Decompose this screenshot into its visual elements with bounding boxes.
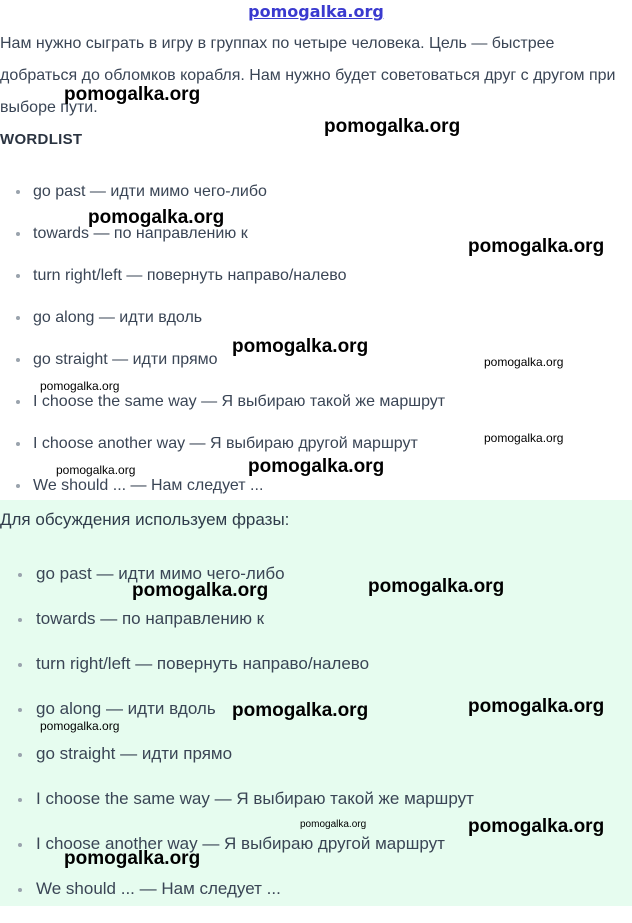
- list-item: go straight — идти прямо: [0, 743, 474, 788]
- discussion-heading: Для обсуждения используем фразы:: [0, 510, 290, 529]
- watermark: pomogalka.org: [468, 816, 605, 837]
- watermark: pomogalka.org: [468, 696, 605, 717]
- watermark: pomogalka.org: [484, 355, 564, 369]
- list-item: I choose the same way — Я выбираю такой же маршрут: [0, 788, 474, 833]
- list-item: turn right/left — повернуть направо/налево: [0, 265, 445, 307]
- list-item: I choose another way — Я выбираю другой маршрут: [0, 433, 445, 475]
- watermark: pomogalka.org: [232, 700, 369, 721]
- watermark: pomogalka.org: [368, 576, 505, 597]
- watermark: pomogalka.org: [232, 336, 369, 357]
- list-item: go along — идти вдоль: [0, 698, 474, 743]
- list-item: towards — по направлению к: [0, 223, 445, 265]
- list-item: go past — идти мимо чего-либо: [0, 563, 474, 608]
- watermark: pomogalka.org: [132, 580, 269, 601]
- list-item: We should ... — Нам следует ...: [0, 475, 445, 517]
- list-item: We should ... — Нам следует ...: [0, 878, 474, 923]
- watermark: pomogalka.org: [468, 236, 605, 257]
- wordlist-heading: WORDLIST: [0, 131, 83, 148]
- watermark: pomogalka.org: [64, 848, 201, 869]
- intro-paragraph: Нам нужно сыграть в игру в группах по четыре человека. Цель — быстрее добраться до обломков корабля. Нам нужно будет советоваться друг с другом при выборе пути.: [0, 35, 616, 116]
- list-item: towards — по направлению к: [0, 608, 474, 653]
- list-item: go along — идти вдоль: [0, 307, 445, 349]
- watermark: pomogalka.org: [248, 456, 385, 477]
- watermark: pomogalka.org: [484, 431, 564, 445]
- watermark: pomogalka.org: [300, 819, 367, 830]
- list-item: turn right/left — повернуть направо/налево: [0, 653, 474, 698]
- list-item: go straight — идти прямо: [0, 349, 445, 391]
- list-item: I choose the same way — Я выбираю такой же маршрут: [0, 391, 445, 433]
- list-item: I choose another way — Я выбираю другой маршрут: [0, 833, 474, 878]
- watermark: pomogalka.org: [40, 379, 120, 393]
- watermark: pomogalka.org: [56, 463, 136, 477]
- watermark: pomogalka.org: [40, 719, 120, 733]
- watermark: pomogalka.org: [64, 84, 201, 105]
- watermark: pomogalka.org: [88, 207, 225, 228]
- header-site-link[interactable]: pomogalka.org: [248, 2, 384, 21]
- watermark: pomogalka.org: [324, 116, 461, 137]
- list-item: go past — идти мимо чего-либо: [0, 181, 445, 223]
